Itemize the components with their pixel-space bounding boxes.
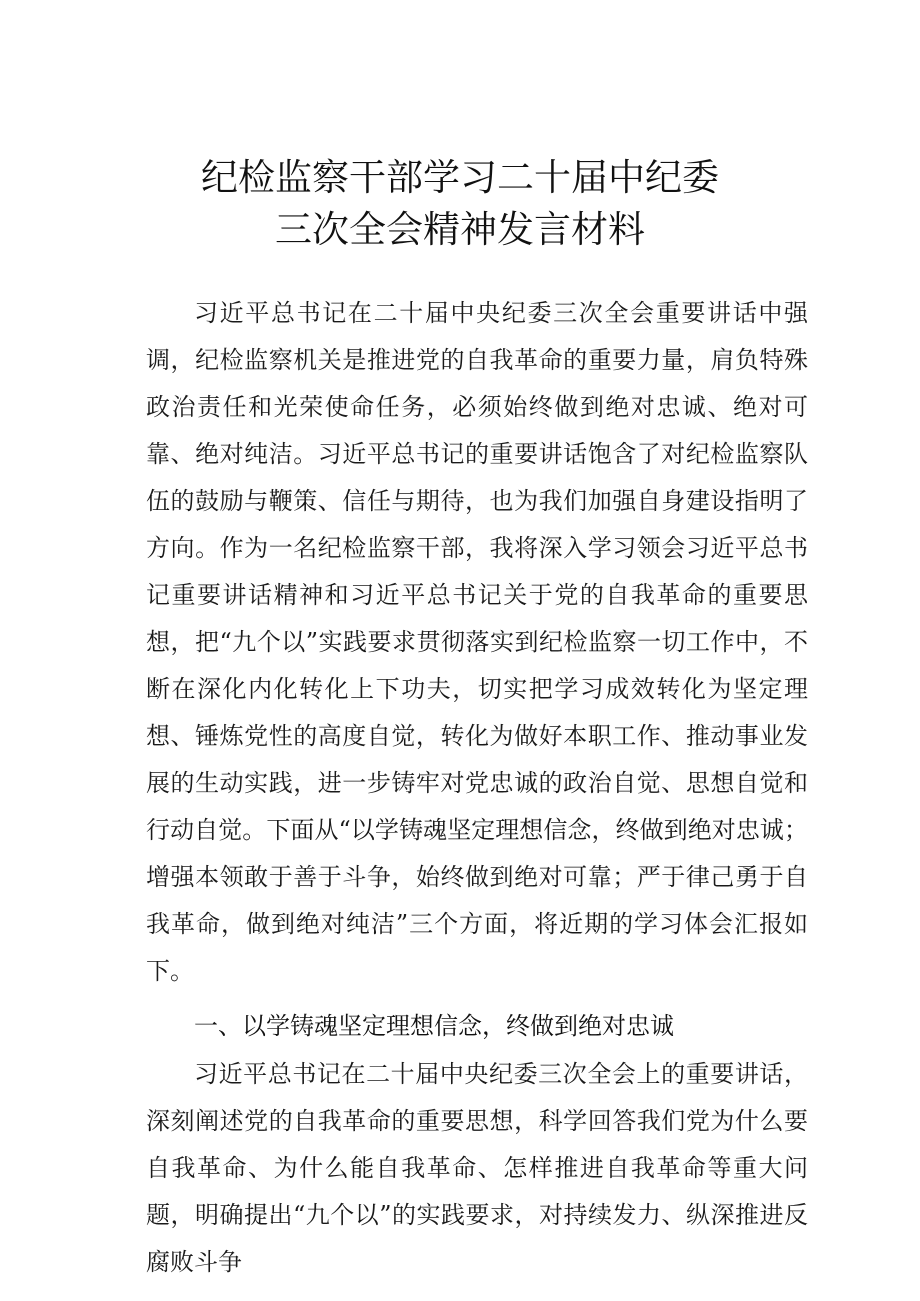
title-line-1: 纪检监察干部学习二十届中纪委 xyxy=(201,156,719,199)
intro-paragraph: 习近平总书记在二十届中央纪委三次全会重要讲话中强调，纪检监察机关是推进党的自我革命的重要力量，肩负特殊政治责任和光荣使命任务，必须始终做到绝对忠诚、绝对可靠、绝对纯洁。习近平总书记的重要讲话饱含了对纪检监察队伍的鼓励与鞭策、信任与期待，也为我们加强自身建设指明了方向。作为一名纪检监察干部，我将深入学习领会习近平总书记重要讲话精神和习近平总书记关于党的自我革命的重要思想，把“九个以”实践要求贯彻落实到纪检监察一切工作中，不断在深化内化转化上下功夫，切实把学习成效转化为坚定理想、锤炼党性的高度自觉，转化为做好本职工作、推动事业发展的生动实践，进一步铸牢对党忠诚的政治自觉、思想自觉和行动自觉。下面从“以学铸魂坚定理想信念，终做到绝对忠诚；增强本领敢于善于斗争，始终做到绝对可靠；严于律己勇于自我革命，做到绝对纯洁”三个方面，将近期的学习体会汇报如下。 xyxy=(146,299,808,985)
document-title xyxy=(0,152,920,256)
title-line-2: 三次全会精神发言材料 xyxy=(275,208,645,251)
section-paragraph: 习近平总书记在二十届中央纪委三次全会上的重要讲话，深刻阐述党的自我革命的重要思想，科学回答我们党为什么要自我革命、为什么能自我革命、怎样推进自我革命等重大问题，明确提出“九个以”的实践要求，对持续发力、纵深推进反腐败斗争 xyxy=(146,1060,808,1276)
section-heading: 一、以学铸魂坚定理想信念，终做到绝对忠诚 xyxy=(194,1012,674,1040)
document-body xyxy=(146,290,808,1286)
